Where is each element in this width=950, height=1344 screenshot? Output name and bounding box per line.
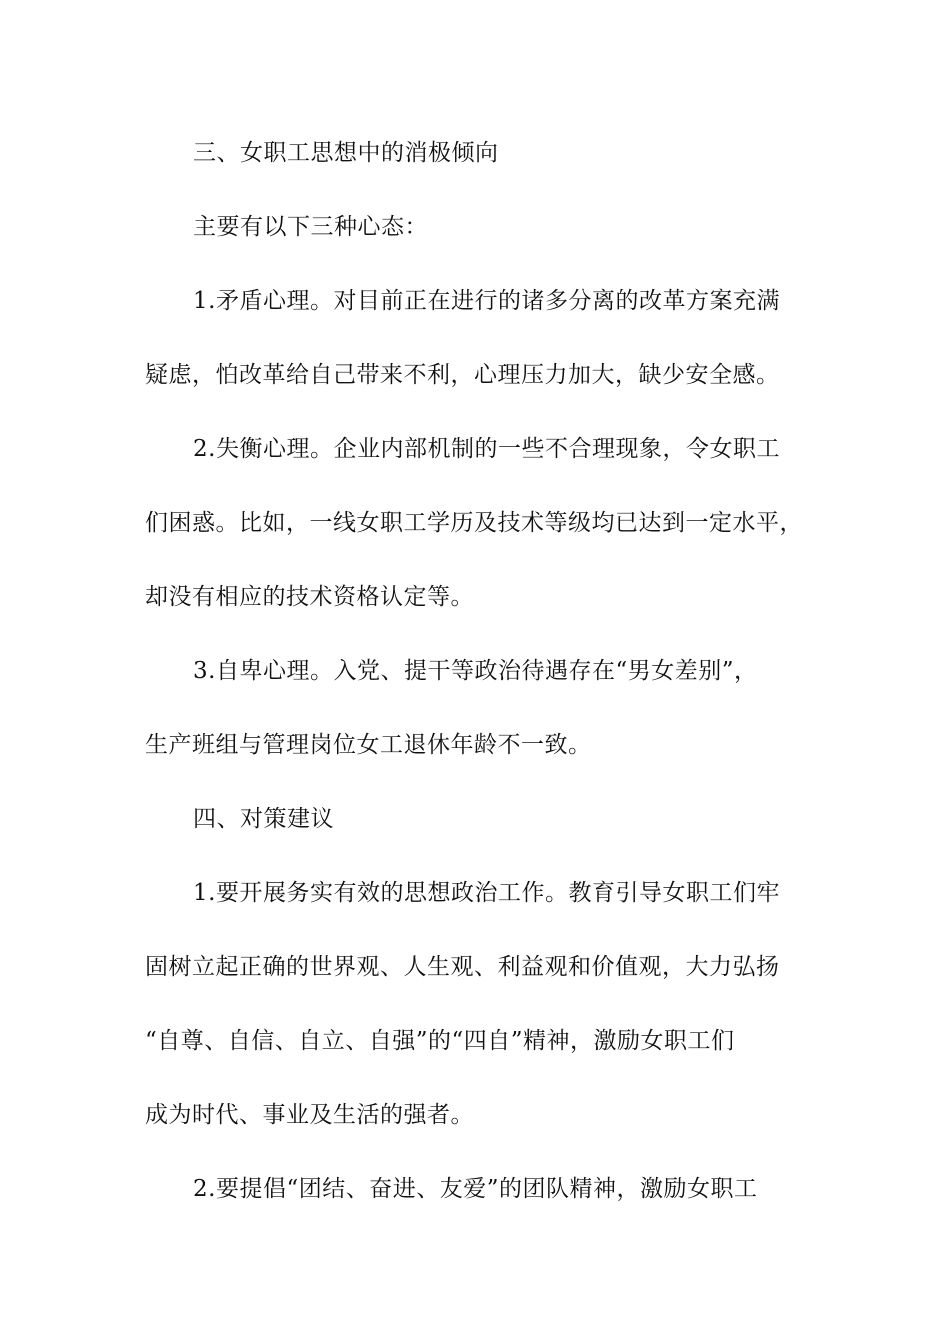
- paragraph-line: 3.自卑心理。入党、提干等政治待遇存在“男女差别”，: [193, 658, 758, 684]
- paragraph-line: 2.失衡心理。企业内部机制的一些不合理现象，令女职工: [193, 436, 780, 462]
- paragraph-line: 们困惑。比如，一线女职工学历及技术等级均已达到一定水平，: [145, 510, 803, 536]
- section-heading-negative-tendencies: 三、女职工思想中的消极倾向: [193, 140, 499, 166]
- paragraph-line: 成为时代、事业及生活的强者。: [145, 1102, 474, 1128]
- paragraph-line: 却没有相应的技术资格认定等。: [145, 584, 474, 610]
- paragraph-line: 疑虑，怕改革给自己带来不利，心理压力加大，缺少安全感。: [145, 362, 780, 388]
- paragraph-line: 2.要提倡“团结、奋进、友爱”的团队精神，激励女职工: [193, 1176, 758, 1202]
- section-heading-countermeasures: 四、对策建议: [193, 806, 334, 832]
- paragraph-line: “自尊、自信、自立、自强”的“四自”精神，激励女职工们: [145, 1028, 735, 1054]
- paragraph-line: 1.矛盾心理。对目前正在进行的诸多分离的改革方案充满: [193, 288, 780, 314]
- paragraph-intro: 主要有以下三种心态：: [193, 214, 428, 240]
- paragraph-line: 生产班组与管理岗位女工退休年龄不一致。: [145, 732, 592, 758]
- paragraph-line: 1.要开展务实有效的思想政治工作。教育引导女职工们牢: [193, 880, 780, 906]
- paragraph-line: 固树立起正确的世界观、人生观、利益观和价值观，大力弘扬: [145, 954, 780, 980]
